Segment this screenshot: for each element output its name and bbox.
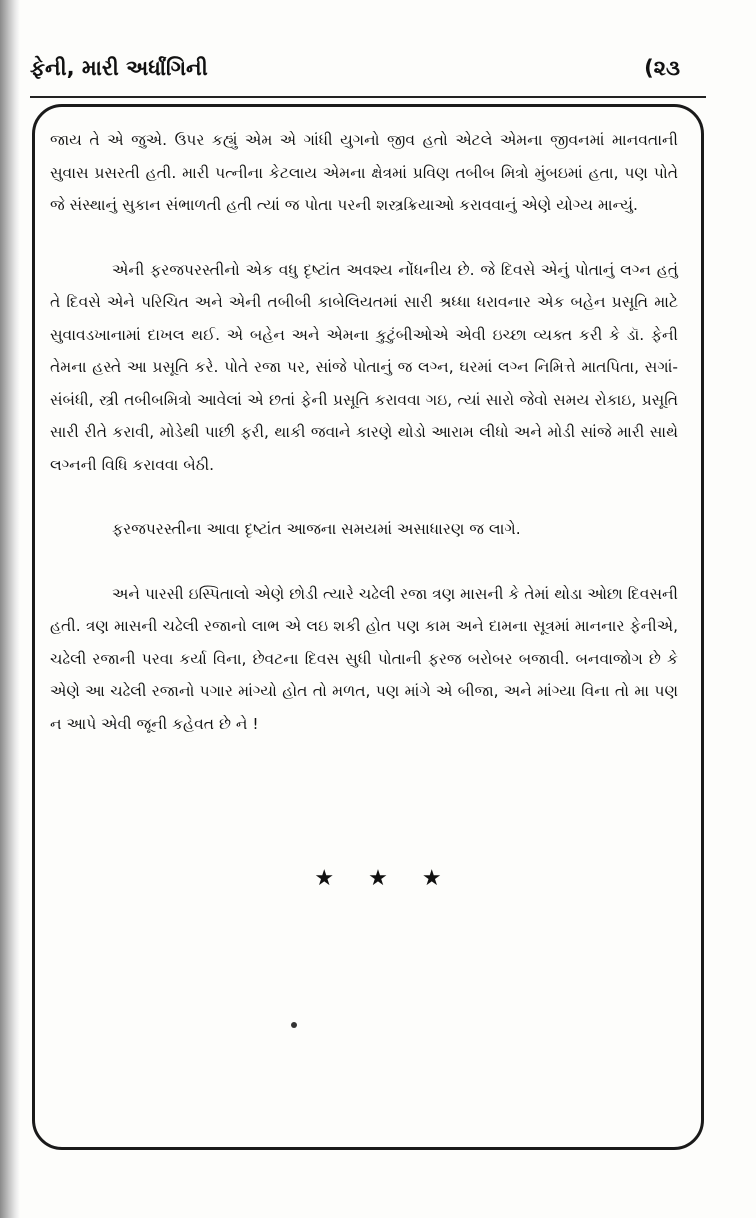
- body-text: [50, 124, 678, 772]
- running-title: ફેની, મારી અર્ધાંગિની: [30, 56, 208, 80]
- paragraph: અને પારસી ઇસ્પિતાલો એણે છોડી ત્યારે ચઢેલી રજા ત્રણ માસની કે તેમાં થોડા ઓછા દિવસની હતી. ત્રણ માસની ચઢેલી રજાનો લાભ એ લઇ શકી હોત પણ કામ અને દામના સૂત્રમાં માનનાર ફેનીએ, ચઢેલી રજાની પરવા કર્યા વિના, છેવટના દિવસ સુધી પોતાની ફરજ બરોબર બજાવી. બનવાજોગ છે કે એણે આ ચઢેલી રજાનો પગાર માંગ્યો હોત તો મળત, પણ માંગે એ બીજા, અને માંગ્યા વિના તો મા પણ ન આપે એવી જૂની કહેવત છે ને !: [50, 584, 678, 733]
- paragraph: એની ફરજપરસ્તીનો એક વધુ દૃષ્ટાંત અવશ્ય નોંધનીય છે. જે દિવસે એનું પોતાનું લગ્ન હતું તે દિવસે એને પરિચિત અને એની તબીબી કાબેલિયતમાં સારી શ્રધ્ધા ધરાવનાર એક બહેન પ્રસૂતિ માટે સુવાવડખાનામાં દાખલ થઈ. એ બહેન અને એમના કુટુંબીઓએ એવી ઇચ્છા વ્યક્ત કરી કે ડૉ. ફેની તેમના હસ્તે આ પ્રસૂતિ કરે. પોતે રજા પર, સાંજે પોતાનું જ લગ્ન, ઘરમાં લગ્ન નિમિત્તે માતપિતા, સગાં-સંબંધી, સ્ત્રી તબીબમિત્રો આવેલાં એ છતાં ફેની પ્રસૂતિ કરાવવા ગઇ, ત્યાં સારો જેવો સમય રોકાઇ, પ્રસૂતિ સારી રીતે કરાવી, મોડેથી પાછી ફરી, થાકી જવાને કારણે થોડો આરામ લીધો અને મોડી સાંજે મારી સાથે લગ્નની વિધિ કરાવવા બેઠી.: [50, 260, 678, 474]
- ink-speck: [291, 1022, 297, 1028]
- section-separator-stars: ★★★: [314, 866, 476, 891]
- page-header: [30, 50, 680, 94]
- book-spine-shadow: [0, 0, 20, 1218]
- page-number: (૨૩: [644, 56, 680, 80]
- paragraph: જાય તે એ જુએ. ઉપર કહ્યું એમ એ ગાંધી યુગનો જીવ હતો એટલે એમના જીવનમાં માનવતાની સુવાસ પ્રસરતી હતી. મારી પત્નીના કેટલાય એમના ક્ષેત્રમાં પ્રવિણ તબીબ મિત્રો મુંબઇમાં હતા, પણ પોતે જે સંસ્થાનું સુકાન સંભાળતી હતી ત્યાં જ પોતા પરની શસ્ત્રક્રિયાઓ કરાવવાનું એણે યોગ્ય માન્યું.: [50, 131, 678, 214]
- paragraph: ફરજપરસ્તીના આવા દૃષ્ટાંત આજના સમયમાં અસાધારણ જ લાગે.: [112, 520, 521, 538]
- header-rule: [30, 96, 706, 98]
